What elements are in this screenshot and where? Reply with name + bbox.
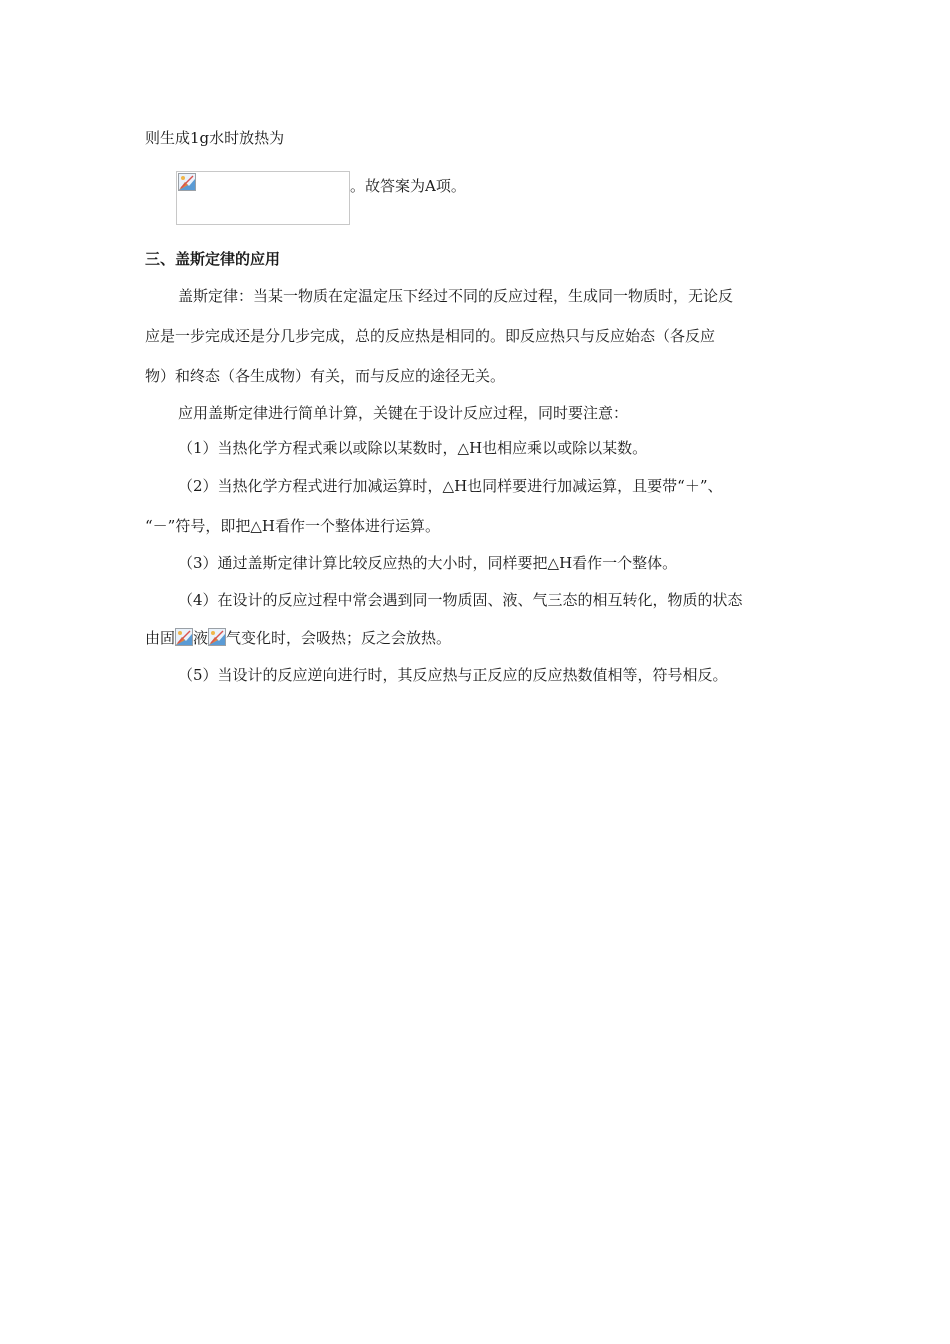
list-item-continuation: “－”符号，即把△H看作一个整体进行运算。: [145, 517, 440, 535]
list-item: （4）在设计的反应过程中常会遇到同一物质固、液、气三态的相互转化，物质的状态: [178, 591, 743, 609]
inline-text: 气变化时，会吸热；反之会放热。: [226, 629, 452, 647]
text-line: 则生成1g水时放热为: [145, 129, 285, 147]
text-line: 。故答案为A项。: [350, 177, 466, 195]
broken-image-icon: [175, 628, 193, 646]
inline-text: 液: [193, 629, 209, 647]
list-item-continuation: [145, 628, 451, 648]
broken-image-icon: [178, 173, 196, 191]
section-heading: 三、盖斯定律的应用: [145, 250, 281, 268]
paragraph-line: 物）和终态（各生成物）有关，而与反应的途径无关。: [145, 367, 506, 385]
paragraph-line: 盖斯定律：当某一物质在定温定压下经过不同的反应过程，生成同一物质时，无论反: [178, 287, 734, 305]
list-item: （2）当热化学方程式进行加减运算时，△H也同样要进行加减运算，且要带“＋”、: [178, 477, 723, 495]
paragraph-line: 应是一步完成还是分几步完成，总的反应热是相同的。即反应热只与反应始态（各反应: [145, 327, 716, 345]
image-placeholder: [176, 171, 350, 225]
broken-image-icon: [208, 628, 226, 646]
list-item: （3）通过盖斯定律计算比较反应热的大小时，同样要把△H看作一个整体。: [178, 554, 678, 572]
list-item: （1）当热化学方程式乘以或除以某数时，△H也相应乘以或除以某数。: [178, 439, 648, 457]
list-item: （5）当设计的反应逆向进行时，其反应热与正反应的反应热数值相等，符号相反。: [178, 666, 728, 684]
inline-text: 由固: [145, 629, 176, 647]
paragraph-line: 应用盖斯定律进行简单计算，关键在于设计反应过程，同时要注意：: [178, 404, 629, 422]
